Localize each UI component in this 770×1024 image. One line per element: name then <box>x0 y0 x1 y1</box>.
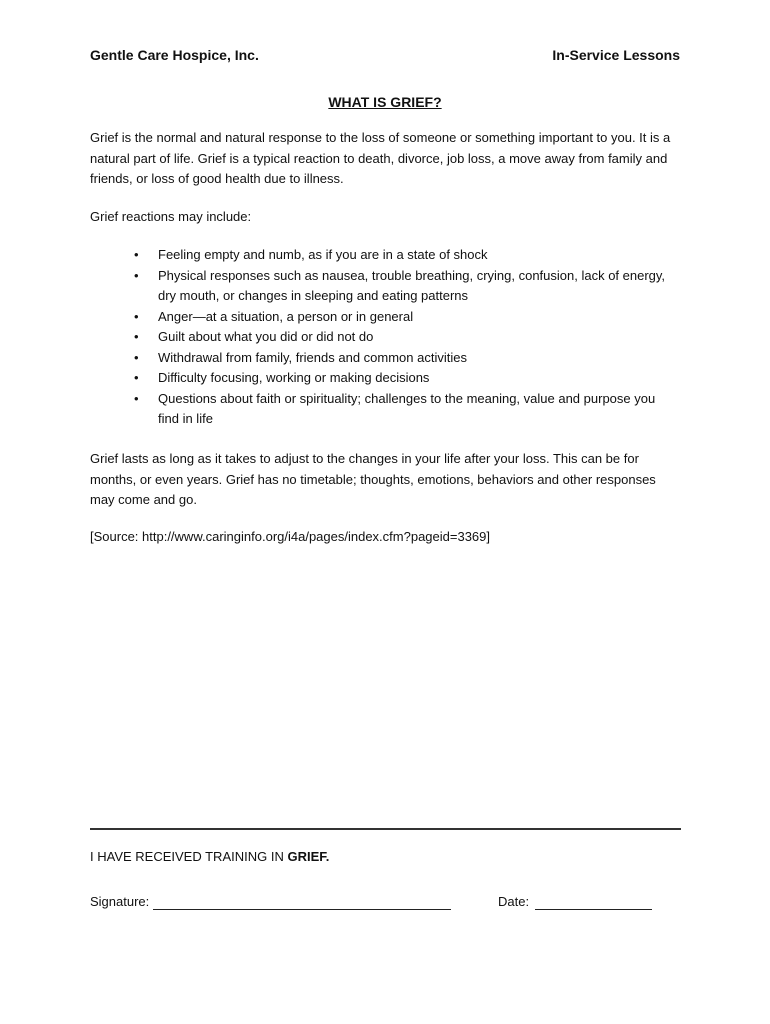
page-header <box>90 47 680 67</box>
list-item-text: Feeling empty and numb, as if you are in a state of shock <box>158 247 488 262</box>
section-divider <box>90 828 681 830</box>
list-item-text: Physical responses such as nausea, trouble breathing, crying, confusion, lack of energy, dry mouth, or changes in sleeping and eating patterns <box>158 267 666 303</box>
training-acknowledgement <box>90 849 329 864</box>
date-field[interactable] <box>535 909 652 910</box>
list-item <box>90 307 680 328</box>
list-item <box>90 348 680 369</box>
list-item <box>90 327 680 348</box>
date-label: Date: <box>498 894 530 909</box>
bullet-icon: • <box>134 390 139 406</box>
list-item <box>90 368 680 389</box>
list-item-text: Guilt about what you did or did not do <box>158 329 374 344</box>
list-item <box>90 266 680 307</box>
bullet-icon: • <box>134 349 139 365</box>
signature-label: Signature: <box>90 894 150 909</box>
signature-field[interactable] <box>153 909 451 910</box>
bullet-icon: • <box>134 370 139 385</box>
list-item-text: Questions about faith or spirituality; challenges to the meaning, value and purpose you find in life <box>158 390 656 426</box>
acknowledgement-prefix: I HAVE RECEIVED TRAINING IN <box>90 849 288 864</box>
reactions-list <box>90 245 680 430</box>
document-title: WHAT IS GRIEF? <box>328 94 442 110</box>
list-item-text: Withdrawal from family, friends and common activities <box>158 349 467 365</box>
reactions-intro: Grief reactions may include: <box>90 209 252 224</box>
list-item <box>90 245 680 266</box>
list-item <box>90 389 680 430</box>
signature-row <box>90 894 680 914</box>
acknowledgement-topic: GRIEF. <box>287 849 330 864</box>
list-item-text: Difficulty focusing, working or making decisions <box>158 370 430 385</box>
duration-paragraph: Grief lasts as long as it takes to adjust to the changes in your life after your loss. This can be for months, or even years. Grief has no timetable; thoughts, emotions, behaviors and other responses may come and go. <box>90 451 656 507</box>
source-citation: [Source: http://www.caringinfo.org/i4a/pages/index.cfm?pageid=3369] <box>90 529 490 544</box>
organization-name: Gentle Care Hospice, Inc. <box>90 47 259 63</box>
section-name: In-Service Lessons <box>552 47 680 63</box>
bullet-icon: • <box>134 247 139 262</box>
bullet-icon: • <box>134 267 139 283</box>
intro-paragraph: Grief is the normal and natural response to the loss of someone or something important to you. It is a natural part of life. Grief is a typical reaction to death, divorce, job loss, a move away from family and friends, or loss of good health due to illness. <box>90 130 671 186</box>
bullet-icon: • <box>134 308 139 324</box>
list-item-text: Anger—at a situation, a person or in general <box>158 308 414 324</box>
bullet-icon: • <box>134 329 139 344</box>
